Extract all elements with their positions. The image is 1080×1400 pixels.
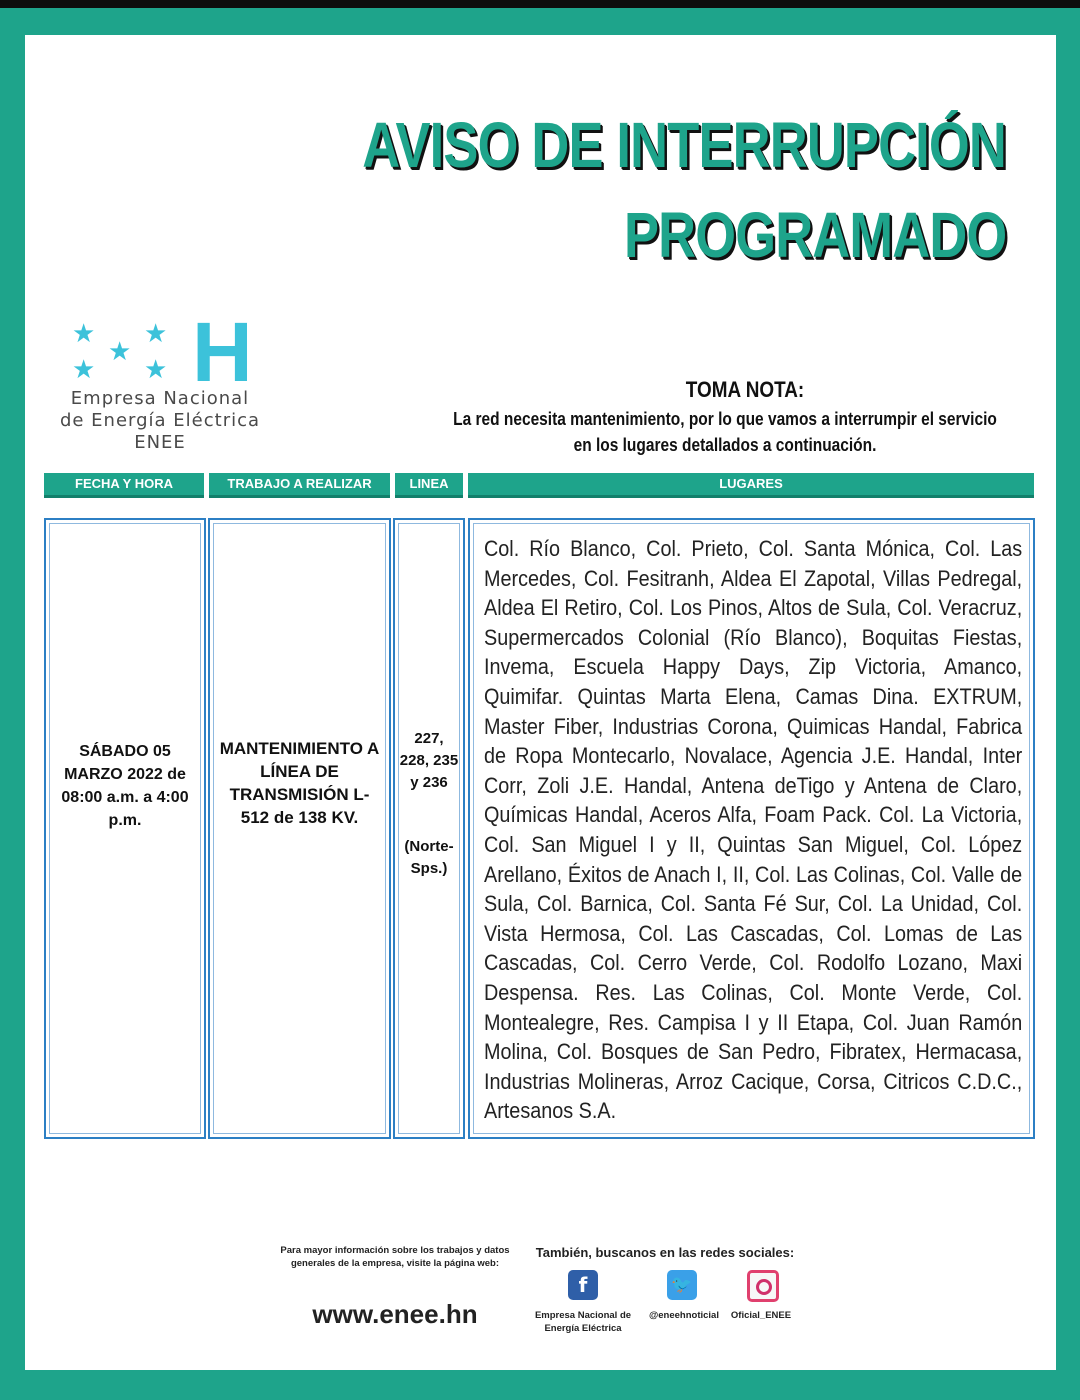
cell-fecha (44, 518, 206, 1139)
linea-region: (Norte-Sps.) (404, 838, 454, 877)
star-icon: ★ (72, 318, 96, 348)
star-icon: ★ (144, 318, 168, 348)
facebook-label: Empresa Nacional de Energía Eléctrica (534, 1310, 632, 1334)
social-title: También, buscanos en las redes sociales: (535, 1245, 795, 1260)
note-title: TOMA NOTA: (685, 377, 805, 402)
header-trabajo: TRABAJO A REALIZAR (209, 473, 390, 498)
twitter-icon[interactable]: 🐦 (667, 1270, 697, 1300)
fecha-value: SÁBADO 05 MARZO 2022 de 08:00 a.m. a 4:00 p.m. (61, 743, 189, 829)
note-line-2: en los lugares detallados a continuación. (573, 435, 877, 455)
logo-name-line-1: Empresa Nacional (70, 388, 250, 409)
linea-numbers: 227, 228, 235 y 236 (399, 730, 459, 791)
star-icon: ★ (108, 336, 132, 366)
top-dark-strip (0, 0, 1080, 8)
cell-lugares (468, 518, 1035, 1139)
logo-h-letter: H (192, 305, 253, 399)
header-linea: LINEA (395, 473, 463, 498)
instagram-label: Oficial_ENEE (730, 1310, 792, 1321)
instagram-icon[interactable] (747, 1270, 779, 1302)
star-icon: ★ (144, 354, 168, 384)
logo-name-line-2: de Energía Eléctrica (59, 410, 261, 431)
lugares-value: Col. Río Blanco, Col. Prieto, Col. Santa Mónica, Col. Las Mercedes, Col. Fesitranh, Aldea El Zapotal, Villas Pedregal, Aldea El Retiro, Col. Los Pinos, Altos de Sula, Col. Veracruz, Supermercados Colonial (Río Blanco), Boquitas Fiestas, Invema, Escuela Happy Days, Zip Victoria, Amanco, Quimifar. Quintas Marta Elena, Camas Dina. EXTRUM, Master Fiber, Industrias Corona, Quimicas Handal, Fabrica de Ropa Montecarlo, Novalace, Agencia J.E. Handal, Inter Corr, Zoli J.E. Handal, Antena deTigo y Antena de Claro, Químicas Handal, Aceros Alfa, Foam Pack. Col. La Victoria, Col. San Miguel I y II, Quintas San Miguel, Col. López Arellano, Éxitos de Anach I, II, Col. Las Colinas, Col. Valle de Sula, Col. Barnica, Col. Santa Fé Sur, Col. La Unidad, Col. Vista Hermosa, Col. Las Cascadas, Col. Lomas de Las Cascadas, Col. Cerro Verde, Col. Rodolfo Lozano, Maxi Despensa. Res. Las Colinas, Col. Monte Verde, Col. Montealegre, Res. Campisa I y II Etapa, Col. Juan Ramón Molina, Col. Bosques de San Pedro, Fibratex, Hermacasa, Industrias Molineras, Arroz Cacique, Corsa, Citricos C.D.C., Artesanos S.A. (484, 536, 1023, 1124)
instagram-lens (756, 1279, 772, 1295)
title-line-1: AVISO DE INTERRUPCIÓN (362, 109, 1006, 181)
trabajo-value: MANTENIMIENTO A LÍNEA DE TRANSMISIÓN L-512 de 138 KV. (219, 739, 380, 827)
notice-page (25, 35, 1056, 1370)
title-line-2: PROGRAMADO (623, 199, 1006, 271)
logo-acronym: ENEE (134, 432, 186, 453)
cell-trabajo (208, 518, 391, 1139)
note-line-1: La red necesita mantenimiento, por lo que vamos a interrumpir el servicio (453, 409, 997, 429)
website-link[interactable]: www.enee.hn (312, 1299, 478, 1329)
cell-linea (393, 518, 465, 1139)
header-fecha: FECHA Y HORA (44, 473, 204, 498)
facebook-icon[interactable]: f (568, 1270, 598, 1300)
twitter-label: @eneehnoticial (649, 1310, 719, 1321)
footer-info: Para mayor información sobre los trabajos y datos generales de la empresa, visite la página web: (280, 1245, 510, 1269)
header-lugares: LUGARES (468, 473, 1034, 498)
enee-logo (40, 305, 280, 460)
star-icon: ★ (72, 354, 96, 384)
